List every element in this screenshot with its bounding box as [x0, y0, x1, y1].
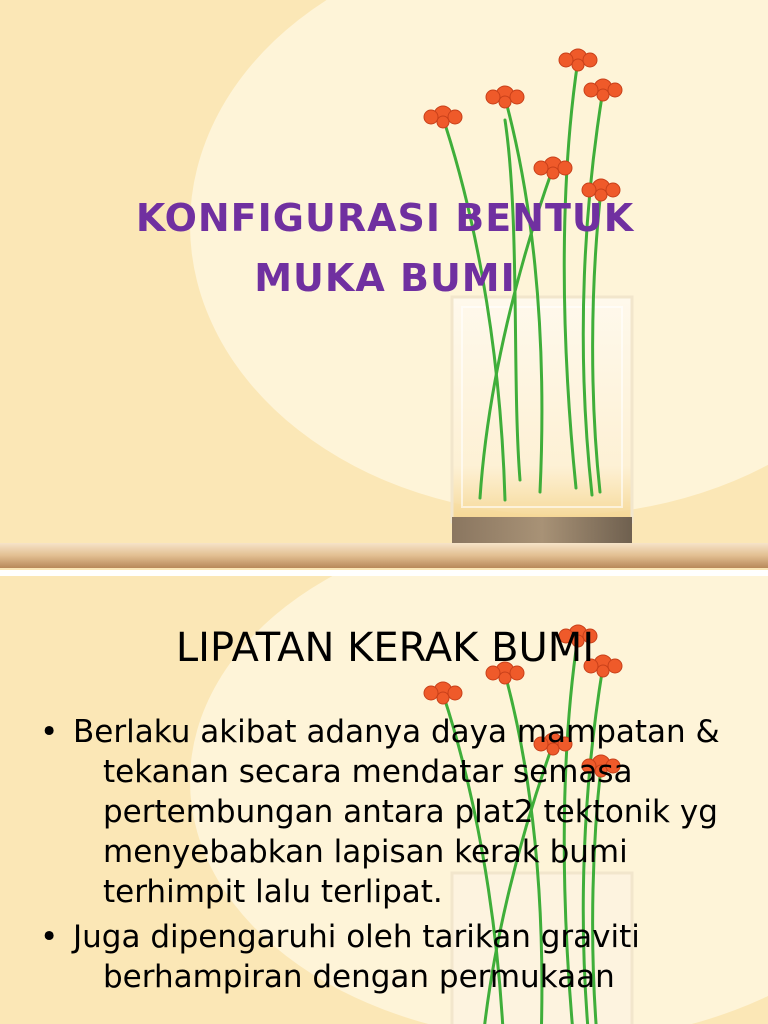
slide-title [90, 188, 680, 308]
slide-title-line-2: MUKA BUMI [254, 256, 516, 300]
slide-title-line-1: KONFIGURASI BENTUK [135, 196, 635, 240]
bullet-item-2 [40, 917, 760, 997]
slide-2[interactable] [0, 576, 768, 1024]
bullet-list [40, 712, 760, 1002]
shelf [0, 543, 768, 568]
bullet-text: Berlaku akibat adanya daya mampatan & tekanan secara mendatar semasa pertembungan antara plat2 tektonik yg menyebabkan lapisan kerak bumi terhimpit lalu terlipat. [73, 714, 720, 910]
bullet-symbol: • [40, 919, 59, 955]
slide-title: LIPATAN KERAK BUMI [175, 625, 595, 671]
bullet-text: Juga dipengaruhi oleh tarikan graviti berhampiran dengan permukaan [73, 919, 640, 995]
bullet-symbol: • [40, 714, 59, 750]
bullet-item-1 [40, 712, 760, 912]
